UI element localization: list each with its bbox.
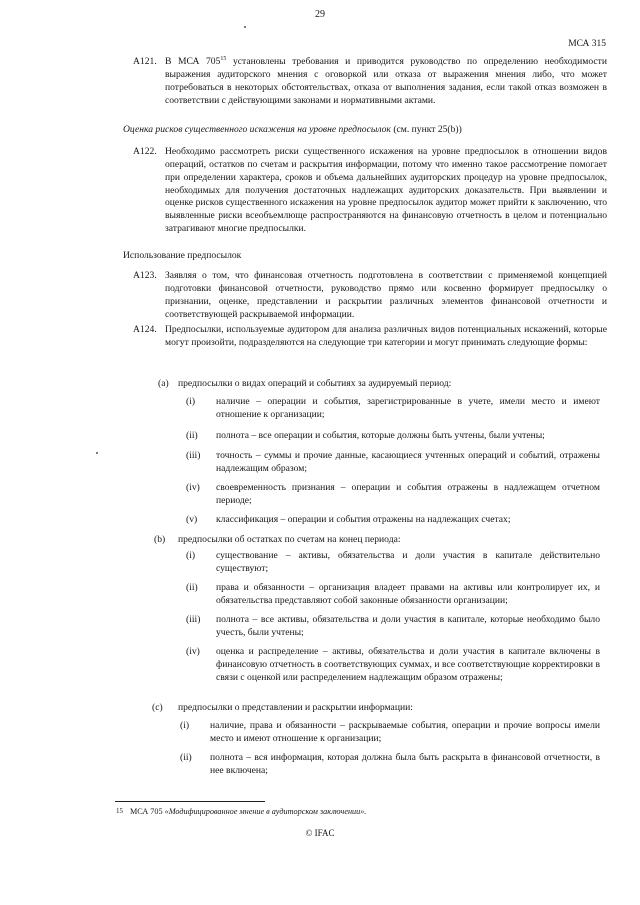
paragraph-a124: Предпосылки, используемые аудитором для анализа различных видов потенциальных искажений, которые могут произойти, подразделяются на следующие три категории и могут принимать следующие формы:: [165, 324, 607, 348]
paragraph-label-a121: A121.: [133, 56, 157, 67]
item-label-a-ii: (ii): [186, 430, 198, 441]
item-label-c-ii: (ii): [180, 752, 192, 763]
item-a-ii: полнота – все операции и события, которые должны быть учтены, были учтены;: [216, 430, 545, 441]
page-number: 29: [315, 9, 325, 20]
scan-speck: [96, 452, 98, 454]
item-b-iii: полнота – все активы, обязательства и доли участия в капитале, которые необходимо было учесть, были учтены;: [216, 614, 600, 638]
footnote-number: 15: [116, 807, 123, 815]
copyright: © IFAC: [305, 828, 335, 838]
group-title-a: предпосылки о видах операций и событиях за аудируемый период:: [178, 378, 452, 389]
paragraph-label-a123: A123.: [133, 270, 157, 281]
footnote-prefix: МСА 705: [130, 807, 165, 816]
footnote-rule: [115, 801, 265, 802]
item-a-iv: своевременность признания – операции и события отражены в надлежащем отчетном периоде;: [216, 482, 600, 506]
item-a-i: наличие – операции и события, зарегистрированные в учете, имели место и имеют отношение к организации;: [216, 396, 600, 420]
item-label-a-v: (v): [186, 514, 198, 525]
item-a-v: классификация – операции и события отражены на надлежащих счетах;: [216, 514, 511, 525]
paragraph-label-a124: A124.: [133, 324, 157, 335]
item-label-b-iv: (iv): [186, 646, 200, 657]
footnote-ref-15: 15: [220, 55, 227, 62]
a121-lead: В МСА 705: [165, 56, 221, 67]
item-label-a-iii: (iii): [186, 450, 201, 461]
group-label-b: (b): [154, 534, 166, 545]
footnote-text: [130, 807, 366, 818]
item-c-i: наличие, права и обязанности – раскрываемые события, операции и прочие вопросы имели место и имеют отношение к организации;: [210, 720, 600, 744]
paragraph-a122: Необходимо рассмотреть риски существенного искажения на уровне предпосылок в отношении видов операций, остатков по счетам и раскрытия информации, потому что именно такое рассмотрение помогает при определении характера, сроков и объема дальнейших аудиторских процедур на уровне предпосылок, необходимых для получения достаточных надлежащих аудиторских доказательств. При выявлении и оценке рисков существенного искажения на уровне предпосылок аудитор может прийти к заключению, что выявленные риски всеобъемлюще распространяются на финансовую отчетность в целом и потенциально затрагивают многие предпосылки.: [165, 146, 607, 235]
item-b-i: существование – активы, обязательства и доли участия в капитале действительно существуют;: [216, 550, 600, 574]
item-label-a-iv: (iv): [186, 482, 200, 493]
paragraph-a123: Заявляя о том, что финансовая отчетность подготовлена в соответствии с применяемой концепцией подготовки финансовой отчетности, руководство прямо или косвенно формирует предпосылку о признании, оценке, представлении и раскрытии различных элементов финансовой отчетности и соответствующей раскрываемой информации.: [165, 270, 607, 320]
section-heading-italic: Оценка рисков существенного искажения на уровне предпосылок: [123, 124, 391, 135]
paragraph-label-a122: A122.: [133, 146, 157, 157]
item-label-b-ii: (ii): [186, 582, 198, 593]
section-heading-risk-assessment: [123, 124, 462, 137]
group-label-c: (c): [152, 702, 163, 713]
group-title-c: предпосылки о представлении и раскрытии информации:: [178, 702, 413, 713]
scan-speck: [244, 26, 246, 28]
item-label-b-iii: (iii): [186, 614, 201, 625]
group-label-a: (a): [158, 378, 169, 389]
a121-text: установлены требования и приводится руководство по определению необходимости выражения аудиторского мнения с оговоркой или отказа от выражения мнения либо, что может потребоваться в некоторых обстоятельствах, отказа от выполнения задания, если такой отказ возможен в соответствии с действующими законами и нормативными актами.: [165, 56, 608, 106]
section-heading-suffix: (см. пункт 25(b)): [393, 124, 462, 135]
item-label-b-i: (i): [186, 550, 196, 561]
item-c-ii: полнота – вся информация, которая должна была быть раскрыта в финансовой отчетности, в нее включена;: [210, 752, 600, 776]
paragraph-a121: [165, 56, 607, 107]
standard-id: МСА 315: [568, 39, 606, 49]
item-a-iii: точность – суммы и прочие данные, касающиеся учтенных операций и событий, отражены надлежащим образом;: [216, 450, 600, 474]
section-heading-using-assertions: Использование предпосылок: [123, 250, 242, 261]
item-b-ii: права и обязанности – организация владеет правами на активы или контролирует их, и обязательства представляют собой законные обязанности организации;: [216, 582, 600, 606]
item-b-iv: оценка и распределение – активы, обязательства и доли участия в капитале включены в финансовую отчетность в соответствующих суммах, и все соответствующие корректировки в связи с оценкой или распределением надлежащим образом отражены;: [216, 646, 600, 683]
item-label-c-i: (i): [180, 720, 190, 731]
group-title-b: предпосылки об остатках по счетам на конец периода:: [178, 534, 401, 545]
item-label-a-i: (i): [186, 396, 196, 407]
footnote-title: «Модифицированное мнение в аудиторском заключении».: [164, 807, 367, 816]
